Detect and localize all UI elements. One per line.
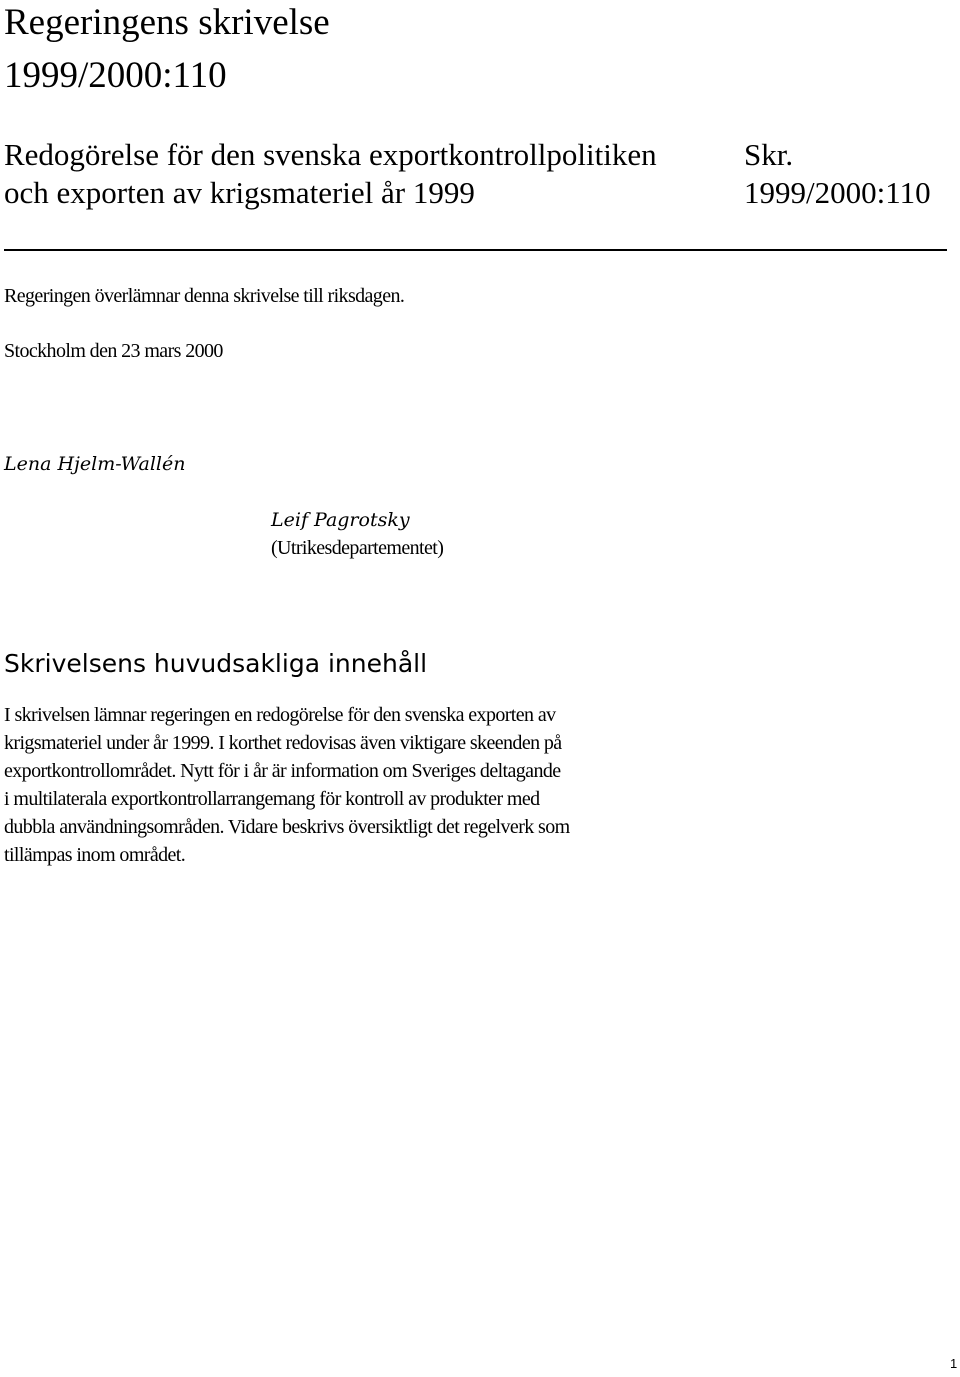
header-divider bbox=[4, 249, 947, 251]
reference-label: Skr. bbox=[744, 137, 794, 172]
document-subject-line-1: Redogörelse för den svenska exportkontrollpolitiken bbox=[4, 137, 657, 172]
signature-secondary-name: Leif Pagrotsky bbox=[271, 509, 410, 531]
summary-line: I skrivelsen lämnar regeringen en redogörelse för den svenska exporten av bbox=[4, 704, 556, 726]
page-number: 1 bbox=[950, 1356, 958, 1371]
summary-heading: Skrivelsens huvudsakliga innehåll bbox=[4, 649, 428, 678]
summary-line: tillämpas inom området. bbox=[4, 844, 186, 866]
document-title bbox=[4, 0, 330, 102]
summary-paragraph bbox=[4, 701, 664, 869]
summary-line: krigsmateriel under år 1999. I korthet redovisas även viktigare skeenden på bbox=[4, 732, 562, 754]
transmittal-text: Regeringen överlämnar denna skrivelse till riksdagen. bbox=[4, 285, 405, 307]
reference-number: 1999/2000:110 bbox=[744, 175, 931, 210]
place-date-text: Stockholm den 23 mars 2000 bbox=[4, 340, 223, 362]
document-title-line-1: Regeringens skrivelse bbox=[4, 2, 330, 43]
signature-primary-name: Lena Hjelm-Wallén bbox=[4, 453, 186, 475]
signature-secondary-department: (Utrikesdepartementet) bbox=[271, 537, 444, 559]
summary-line: i multilaterala exportkontrollarrangemang för kontroll av produkter med bbox=[4, 788, 540, 810]
document-title-line-2: 1999/2000:110 bbox=[4, 55, 227, 96]
document-subject-line-2: och exporten av krigsmateriel år 1999 bbox=[4, 175, 475, 210]
summary-line: exportkontrollområdet. Nytt för i år är information om Sveriges deltagande bbox=[4, 760, 561, 782]
summary-line: dubbla användningsområden. Vidare beskrivs översiktligt det regelverk som bbox=[4, 816, 570, 838]
